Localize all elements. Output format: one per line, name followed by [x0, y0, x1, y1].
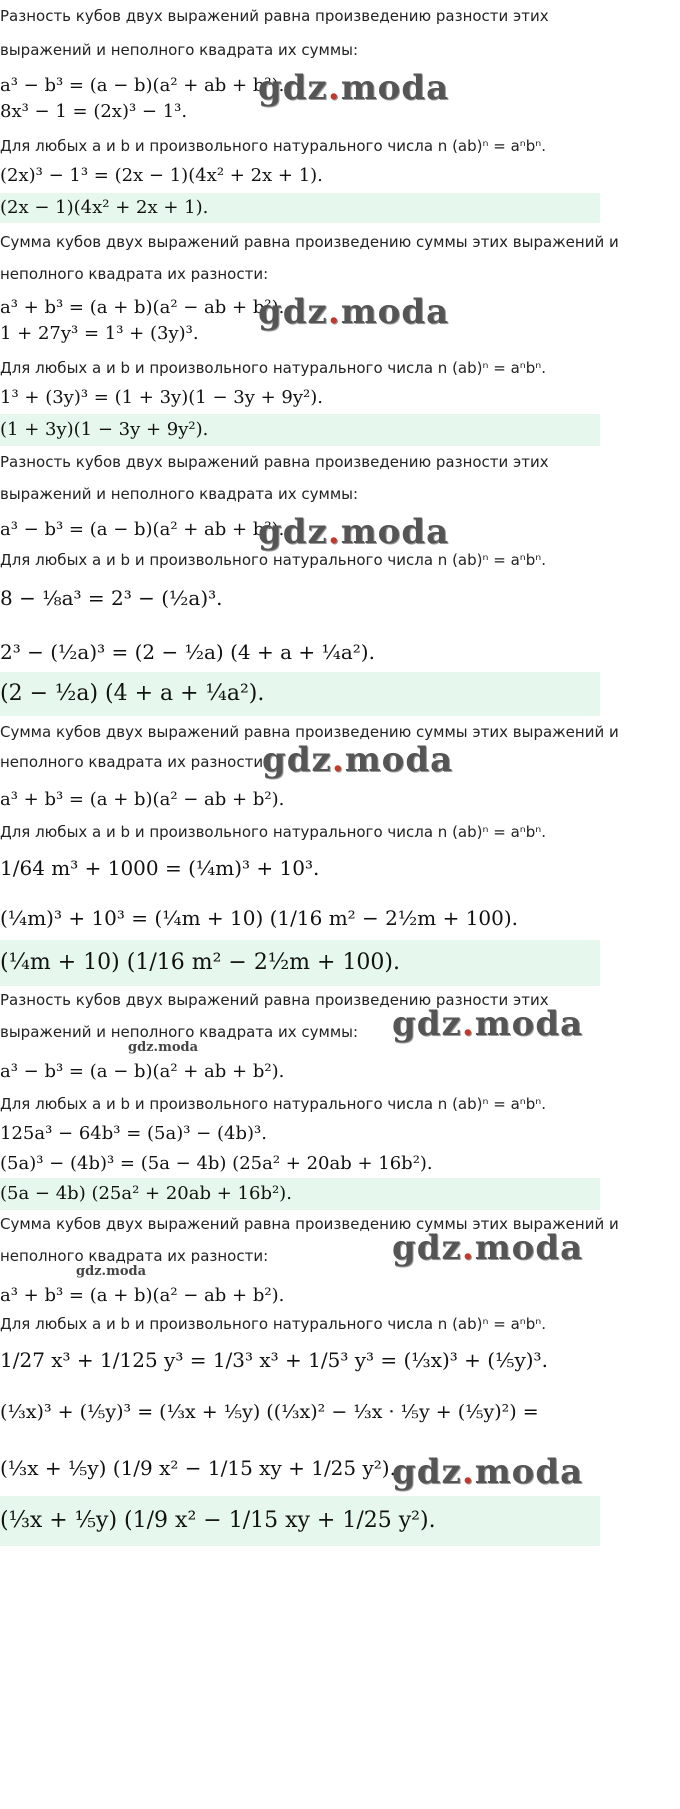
rule-text: выражений и неполного квадрата их суммы:	[0, 41, 359, 59]
rule-text: Разность кубов двух выражений равна произведению разности этих	[0, 991, 549, 1009]
step: 1/64 m³ + 1000 = (¼m)³ + 10³.	[0, 856, 320, 880]
note-text: Для любых a и b и произвольного натурального числа n (ab)ⁿ = aⁿbⁿ.	[0, 1315, 546, 1333]
watermark-logo: gdz.moda	[258, 68, 450, 108]
watermark-logo: gdz.moda	[258, 512, 450, 552]
note-text: Для любых a и b и произвольного натурального числа n (ab)ⁿ = aⁿbⁿ.	[0, 137, 546, 155]
formula: a³ + b³ = (a + b)(a² − ab + b²).	[0, 1285, 285, 1306]
answer: (⅓x + ⅕y) (1/9 x² − 1/15 xy + 1/25 y²).	[0, 1496, 600, 1546]
formula: a³ − b³ = (a − b)(a² + ab + b²).	[0, 75, 285, 96]
step: 1 + 27y³ = 1³ + (3y)³.	[0, 323, 199, 344]
rule-text: выражений и неполного квадрата их суммы:	[0, 1023, 359, 1041]
step: 8x³ − 1 = (2x)³ − 1³.	[0, 101, 188, 122]
rule-text: Сумма кубов двух выражений равна произведению суммы этих выражений и	[0, 1215, 619, 1233]
answer: (¼m + 10) (1/16 m² − 2½m + 100).	[0, 940, 600, 986]
formula: a³ − b³ = (a − b)(a² + ab + b²).	[0, 1061, 285, 1082]
formula: a³ + b³ = (a + b)(a² − ab + b²).	[0, 789, 285, 810]
step: 8 − ⅛a³ = 2³ − (½a)³.	[0, 586, 223, 610]
rule-text: Сумма кубов двух выражений равна произведению суммы этих выражений и	[0, 233, 619, 251]
rule-text: неполного квадрата их разности:	[0, 753, 269, 771]
watermark-logo: gdz.moda	[392, 1228, 584, 1268]
step: 2³ − (½a)³ = (2 − ½a) (4 + a + ¼a²).	[0, 640, 375, 664]
watermark-logo: gdz.moda	[262, 740, 454, 780]
note-text: Для любых a и b и произвольного натурального числа n (ab)ⁿ = aⁿbⁿ.	[0, 551, 546, 569]
answer: (2x − 1)(4x² + 2x + 1).	[0, 193, 600, 223]
note-text: Для любых a и b и произвольного натурального числа n (ab)ⁿ = aⁿbⁿ.	[0, 359, 546, 377]
watermark-logo: gdz.moda	[392, 1452, 584, 1492]
watermark-logo: gdz.moda	[392, 1004, 584, 1044]
rule-text: Сумма кубов двух выражений равна произведению суммы этих выражений и	[0, 723, 619, 741]
rule-text: неполного квадрата их разности:	[0, 265, 269, 283]
step: 125a³ − 64b³ = (5a)³ − (4b)³.	[0, 1123, 267, 1144]
step: (5a)³ − (4b)³ = (5a − 4b) (25a² + 20ab + 16b²).	[0, 1153, 433, 1174]
answer: (5a − 4b) (25a² + 20ab + 16b²).	[0, 1178, 600, 1210]
rule-text: неполного квадрата их разности:	[0, 1247, 269, 1265]
answer: (1 + 3y)(1 − 3y + 9y²).	[0, 414, 600, 446]
formula: a³ + b³ = (a + b)(a² − ab + b²).	[0, 297, 285, 318]
answer: (2 − ½a) (4 + a + ¼a²).	[0, 672, 600, 716]
step: 1/27 x³ + 1/125 y³ = 1/3³ x³ + 1/5³ y³ = (⅓x)³ + (⅕y)³.	[0, 1348, 548, 1372]
step: 1³ + (3y)³ = (1 + 3y)(1 − 3y + 9y²).	[0, 387, 323, 408]
formula: a³ − b³ = (a − b)(a² + ab + b²).	[0, 519, 285, 540]
step: (⅓x)³ + (⅕y)³ = (⅓x + ⅕y) ((⅓x)² − ⅓x · ⅕y + (⅕y)²) =	[0, 1401, 539, 1423]
watermark-logo: gdz.moda	[258, 292, 450, 332]
step: (2x)³ − 1³ = (2x − 1)(4x² + 2x + 1).	[0, 165, 323, 186]
rule-text: выражений и неполного квадрата их суммы:	[0, 485, 359, 503]
step: (¼m)³ + 10³ = (¼m + 10) (1/16 m² − 2½m + 100).	[0, 906, 519, 930]
rule-text: Разность кубов двух выражений равна произведению разности этих	[0, 453, 549, 471]
rule-text: Разность кубов двух выражений равна произведению разности этих	[0, 7, 549, 25]
watermark-small: gdz.moda	[76, 1264, 147, 1279]
note-text: Для любых a и b и произвольного натурального числа n (ab)ⁿ = aⁿbⁿ.	[0, 823, 546, 841]
step: (⅓x + ⅕y) (1/9 x² − 1/15 xy + 1/25 y²).	[0, 1456, 396, 1480]
watermark-small: gdz.moda	[128, 1040, 199, 1055]
note-text: Для любых a и b и произвольного натурального числа n (ab)ⁿ = aⁿbⁿ.	[0, 1095, 546, 1113]
